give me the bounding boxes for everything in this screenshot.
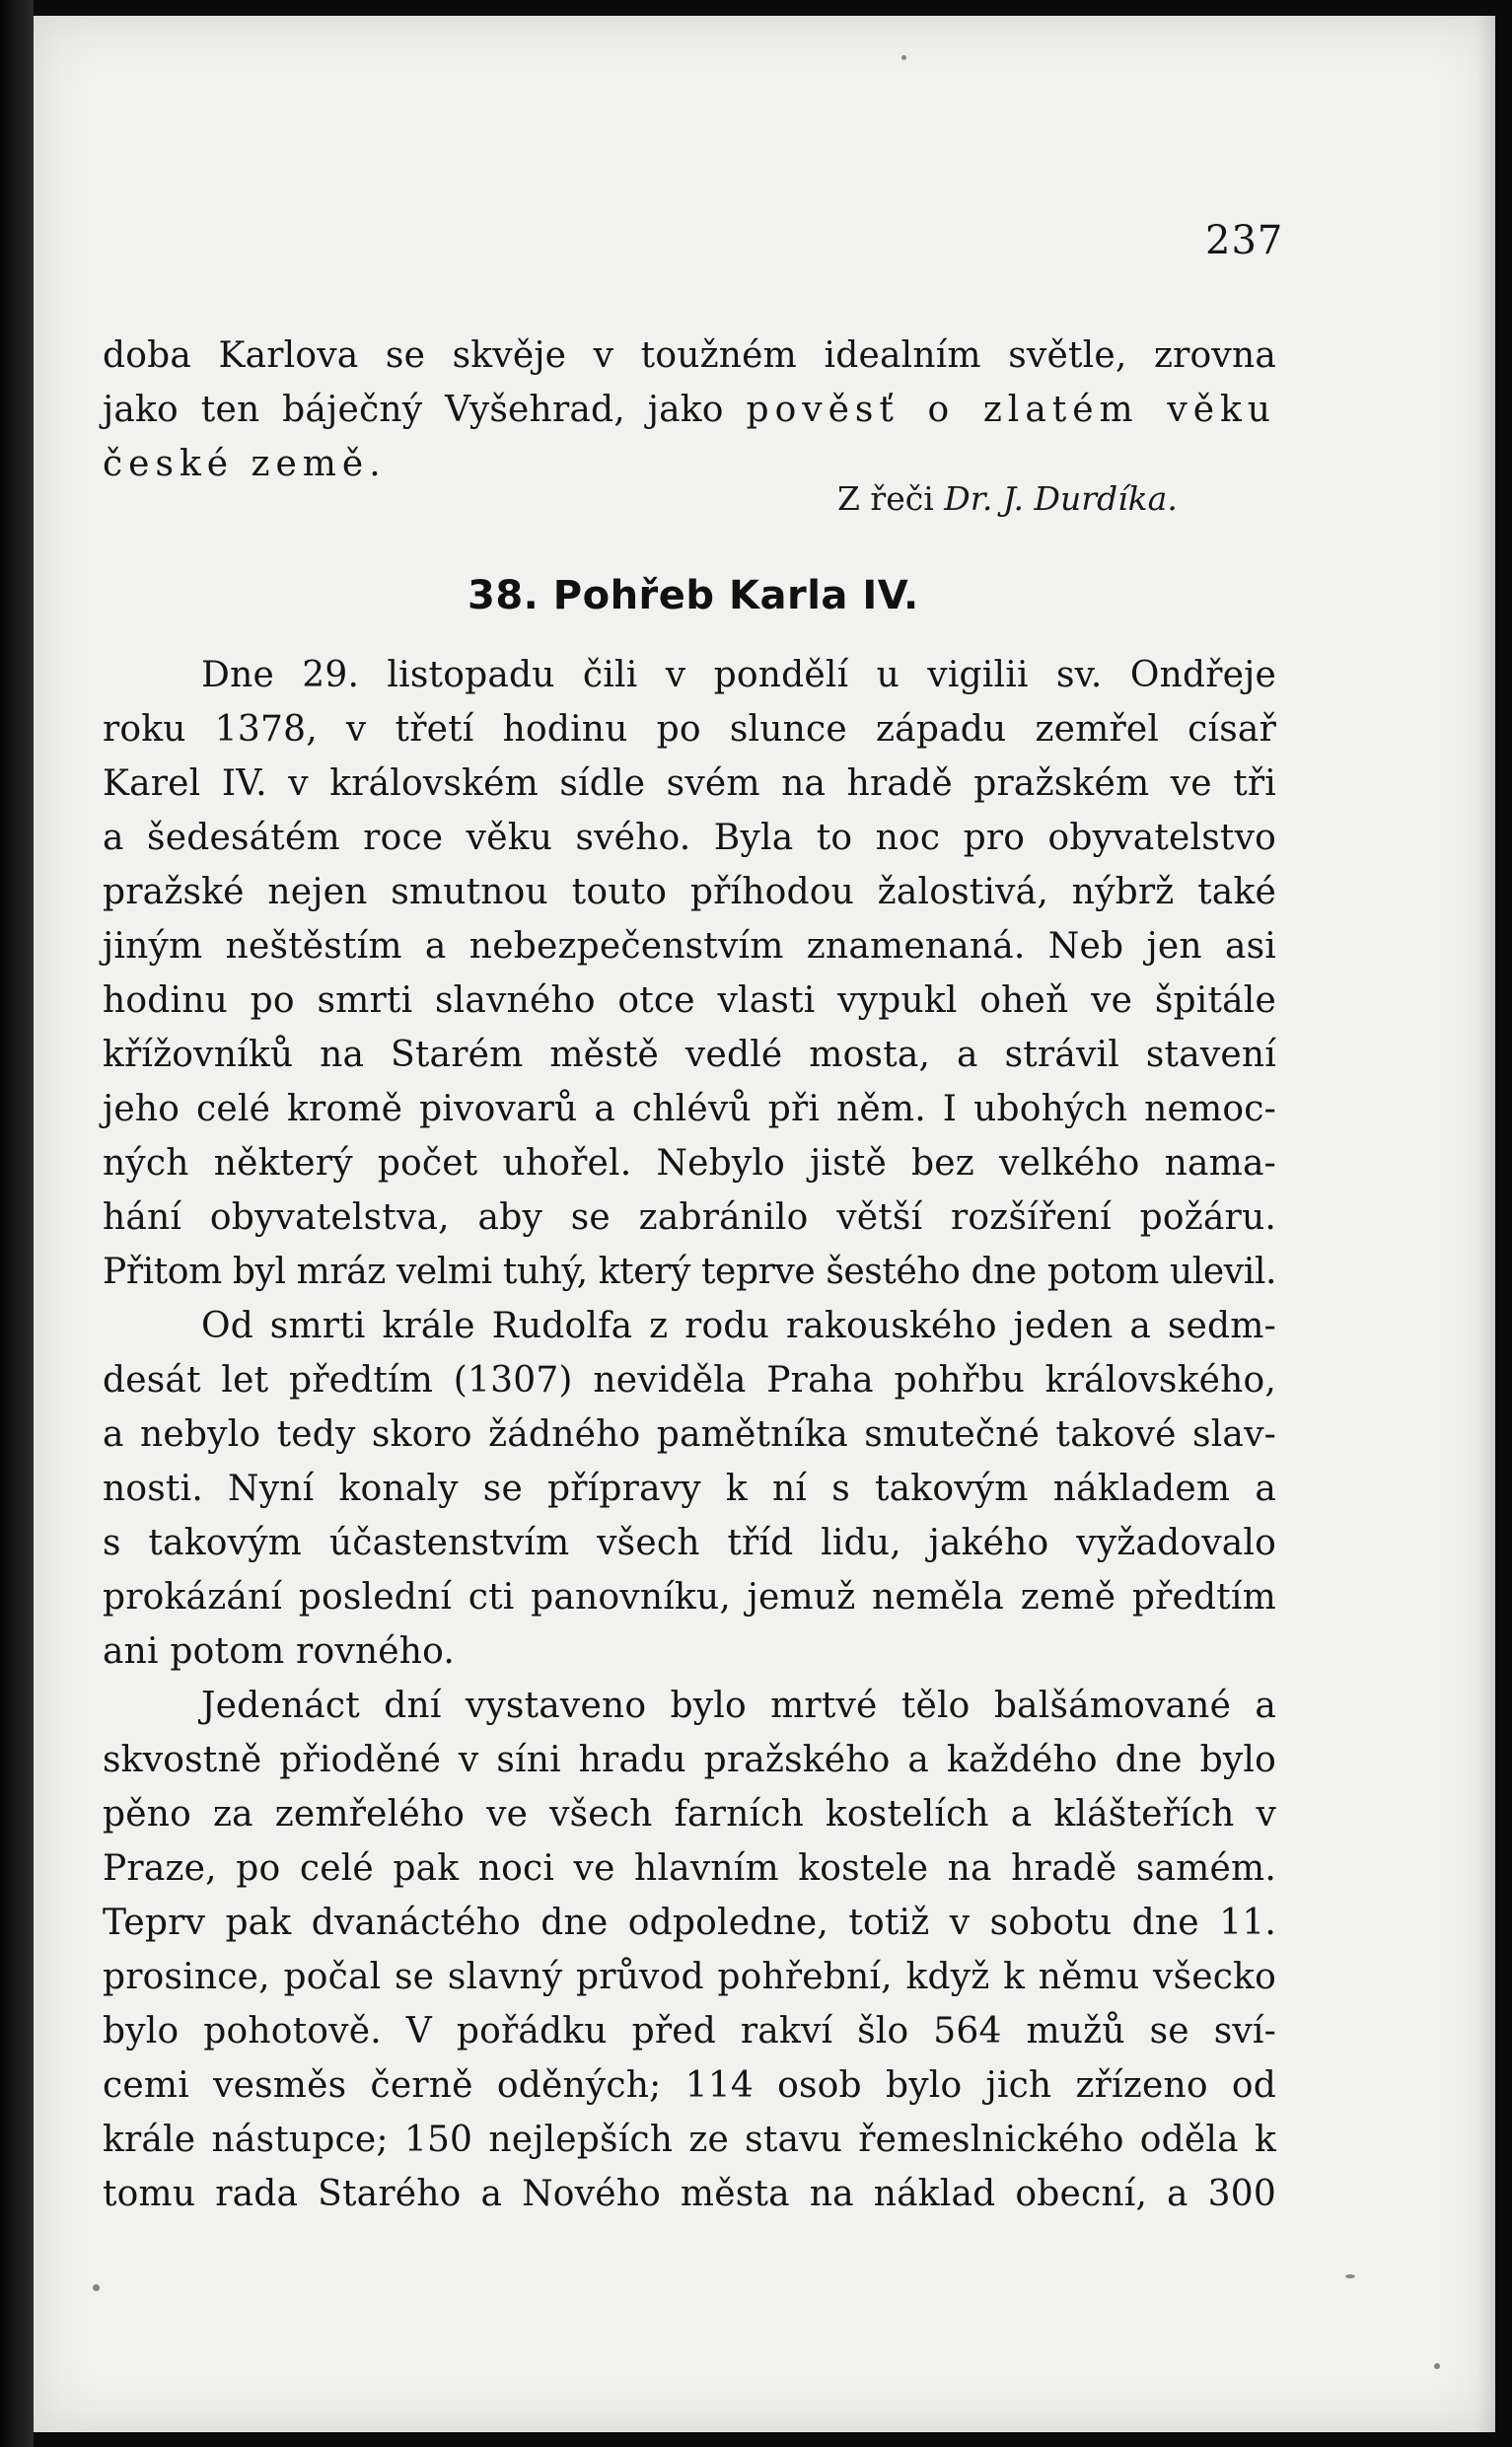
citation-author: Dr. J. Durdíka. [944,479,1178,518]
scan-speck [1434,2363,1440,2369]
paragraph-line: ani potom rovného. [103,1631,456,1672]
paragraph-line: pražské nejen smutnou touto příhodou žalostivá, nýbrž také [103,872,1276,912]
paragraph-line: ných některý počet uhořel. Nebylo jistě bez velkého nama- [103,1143,1276,1184]
paragraph-line: desát let předtím (1307) neviděla Praha pohřbu královského, [103,1360,1276,1401]
section-heading: 38. Pohřeb Karla IV. [468,573,919,618]
paragraph-line: hodinu po smrti slavného otce vlasti vypukl oheň ve špitále [103,980,1276,1021]
page-edge-shadow [1477,16,1495,2432]
spaced-text-run: české země. [103,444,387,484]
paragraph-line: Praze, po celé pak noci ve hlavním kostele na hradě samém. [103,1848,1276,1889]
page-number: 237 [1205,218,1284,263]
paragraph-line: nosti. Nyní konaly se přípravy k ní s takovým nákladem a [103,1469,1276,1509]
paragraph-line: prokázání poslední cti panovníku, jemuž neměla země předtím [103,1577,1276,1618]
book-spine-edge [0,0,34,2447]
paragraph-line: Jedenáct dní vystaveno bylo mrtvé tělo balšámované a [201,1686,1276,1726]
paragraph-line: Dne 29. listopadu čili v pondělí u vigilii sv. Ondřeje [201,655,1276,695]
paragraph-line: cemi vesměs černě oděných; 114 osob bylo jich zřízeno od [103,2065,1276,2106]
spaced-text-run: pověsť o zlatém věku [746,390,1276,430]
book-page [34,16,1495,2432]
text-line: doba Karlova se skvěje v toužném idealním světle, zrovna [103,335,1276,376]
paragraph-line: tomu rada Starého a Nového města na náklad obecní, a 300 [103,2174,1276,2214]
scan-speck [93,2284,100,2291]
paragraph-line: bylo pohotově. V pořádku před rakví šlo 564 mužů se sví- [103,2011,1276,2051]
paragraph-line: prosince, počal se slavný průvod pohřební, když k němu všecko [103,1957,1276,1997]
paragraph-line: a nebylo tedy skoro žádného pamětníka smutečné takové slav- [103,1414,1276,1455]
paragraph-line: jeho celé kromě pivovarů a chlévů při něm. I ubohých nemoc- [103,1089,1276,1129]
text-run: jako ten báječný Vyšehrad, jako [103,390,747,430]
paragraph-line: pěno za zemřelého ve všech farních kostelích a klášteřích v [103,1794,1276,1835]
paragraph-line: Od smrti krále Rudolfa z rodu rakouského jeden a sedm- [201,1306,1276,1346]
scan-speck [1345,2274,1355,2278]
paragraph-line: roku 1378, v třetí hodinu po slunce západu zemřel císař [103,709,1276,750]
paragraph-line: krále nástupce; 150 nejlepších ze stavu řemeslnického oděla k [103,2120,1276,2160]
citation-prefix: Z řeči [837,479,945,518]
scan-speck [901,55,906,60]
paragraph-line: s takovým účastenstvím všech tříd lidu, jakého vyžadovalo [103,1523,1276,1563]
text-line [103,389,1276,432]
paragraph-line: Karel IV. v královském sídle svém na hradě pražském ve tři [103,763,1276,804]
paragraph-line: a šedesátém roce věku svého. Byla to noc pro obyvatelstvo [103,818,1276,858]
paragraph-line: Teprv pak dvanáctého dne odpoledne, totiž v sobotu dne 11. [103,1903,1276,1943]
paragraph-line: hání obyvatelstva, aby se zabránilo větší rozšíření požáru. [103,1197,1276,1238]
paragraph-line: jiným neštěstím a nebezpečenstvím znamenaná. Neb jen asi [103,926,1276,967]
paragraph-line: křížovníků na Starém městě vedlé mosta, a strávil stavení [103,1035,1276,1075]
citation [837,479,1178,518]
paragraph-line: skvostně přioděné v síni hradu pražského a každého dne bylo [103,1740,1276,1780]
paragraph-line: Přitom byl mráz velmi tuhý, který teprve šestého dne potom ulevil. [103,1252,1276,1292]
